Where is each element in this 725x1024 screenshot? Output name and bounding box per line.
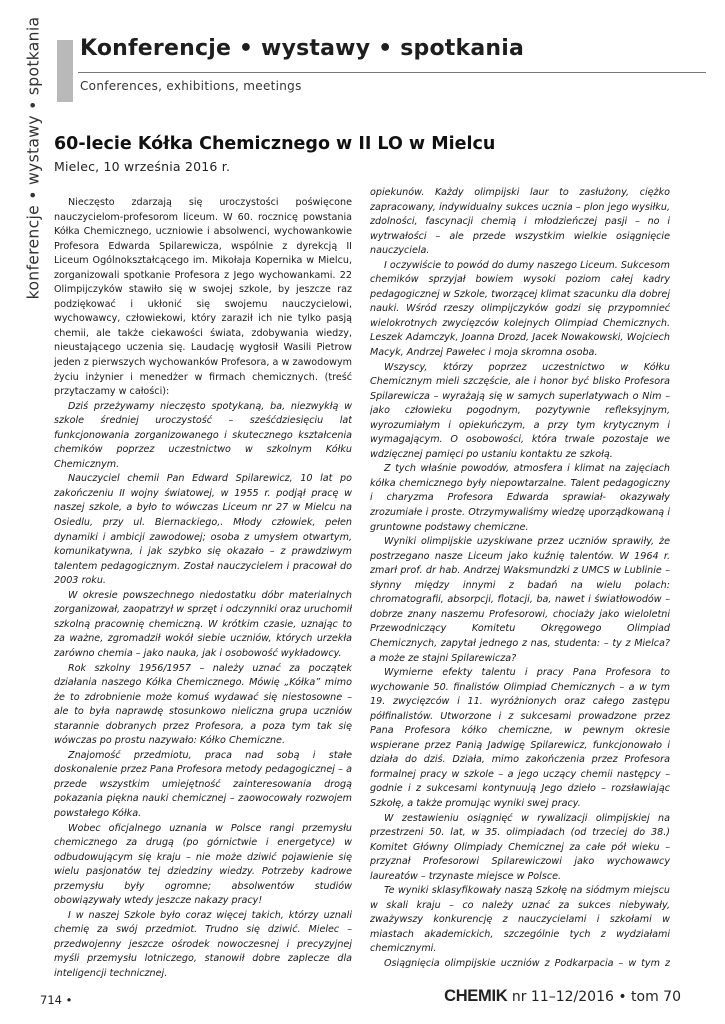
- header-divider: [78, 72, 706, 73]
- paragraph: W okresie powszechnego niedostatku dóbr materialnych zorganizował, zaopatrzył w sprzęt i odczynniki oraz uruchomił szkolną pracownię chemiczną. W krótkim czasie, uznając to za ważne, zgromadził wokół siebie uczniów, których urzekła zarówno chemia – jako nauka, jak i osobowość wykładowcy.: [54, 589, 352, 659]
- article-title: 60-lecie Kółka Chemicznego w II LO w Mielcu: [54, 134, 496, 154]
- article-dateline: Mielec, 10 września 2016 r.: [54, 159, 231, 174]
- page-number: 714 •: [40, 993, 73, 1007]
- paragraph: opiekunów. Każdy olimpijski laur to zasłużony, ciężko zapracowany, indywidualny sukces ucznia – plon jego wysiłku, zdolności, fascynacji chemią i młodzieńczej pasji – no i wytrwałości – ale przede wszystkim wielkie osiągnięcie nauczyciela.: [370, 187, 670, 257]
- paragraph: Nieczęsto zdarzają się uroczystości poświęcone nauczycielom-profesorom liceum. W 60. rocznicę powstania Kółka Chemicznego, uczniowie i absolwenci, wychowankowie Profesora Edwarda Spilarewicza, wspólnie z dyrekcją II Liceum Ogólnokształcącego im. Mikołaja Kopernika w Mielcu, zorganizowali spotkanie Profesora z Jego wychowankami. 22 Olimpijczyków stawiło się w swojej szkole, by jeszcze raz podziękować i ukłonić się swojemu nauczycielowi, wychowawcy, człowiekowi, który zaraził ich nie tylko pasją chemii, ale także ciekawości świata, zdobywania wiedzy, nieustającego uczenia się. Laudację wygłosił Wasili Pietrow jeden z pierwszych wychowanków Profesora, a w zawodowym życiu inżynier i menedżer w firmach chemicznych. (treść przytaczamy w całości):: [54, 197, 352, 398]
- paragraph: Te wyniki sklasyfikowały naszą Szkołę na siódmym miejscu w skali kraju – co należy uznać za sukces niebywały, zważywszy konkurencję z nauczycielami i szkołami w miastach akademickich, szczególnie tych z wydziałami chemicznymi.: [370, 885, 670, 955]
- article-left-column: [54, 196, 352, 978]
- paragraph: Znajomość przedmiotu, praca nad sobą i stałe doskonalenie przez Pana Profesora metody pedagogicznej – a przede wszystkim umiejętność zainteresowania drogą pokazania piękna nauki chemicznej – zaowocowały rozwojem powstałego Kółka.: [54, 749, 352, 819]
- paragraph: Wymierne efekty talentu i pracy Pana Profesora to wychowanie 50. finalistów Olimpiad Chemicznych – a w tym 19. zwycięzców i 11. wyróżnionych oraz całego zastępu półfinalistów. Utworzone i z sukcesami prowadzone przez Pana Profesora kółko chemiczne, w pewnym okresie wspierane przez Panią Jadwigę Spilarewicz, funkcjonowało i działa do dziś. Działa, mimo zakończenia przez Profesora formalnej pracy w szkole – a jego uczący chemii następcy – godnie i z sukcesami kontynuują Jego dzieło – rozsławiając Szkołę, a także promując wyniki swej pracy.: [370, 667, 670, 809]
- side-section-text: konferencje • wystawy • spotkania: [24, 16, 43, 300]
- header-accent-bar: [57, 40, 73, 102]
- paragraph: Nauczyciel chemii Pan Edward Spilarewicz, 10 lat po zakończeniu II wojny światowej, w 1955 r. podjął pracę w naszej szkole, a było to wówczas Liceum nr 27 w Mielcu na Osiedlu, przy ul. Biernackiego,. Młody człowiek, pełen dynamiki i ambicji zawodowej; osoba z umysłem otwartym, komunikatywna, i jak szybko się okazało – z prawdziwym talentem pedagogicznym. Został nauczycielem i pracował do 2003 roku.: [54, 473, 352, 587]
- paragraph: W zestawieniu osiągnięć w rywalizacji olimpijskiej na przestrzeni 50. lat, w 35. olimpiadach (od trzeciej do 38.) Komitet Główny Olimpiady Chemicznej za całe pół wieku – przyznał Profesorowi Spilarewiczowi jako wychowawcy laureatów – trzynaste miejsce w Polsce.: [370, 812, 670, 882]
- paragraph: I w naszej Szkole było coraz więcej takich, którzy uznali chemię za swój przedmiot. Trudno się dziwić. Mielec – przedwojenny jeszcze ośrodek nowoczesnej i precyzyjnej myśli przemysłu lotniczego, stanowił dobre zaplecze dla inteligencji technicznej.: [54, 909, 352, 978]
- paragraph: Rok szkolny 1956/1957 – należy uznać za początek działania naszego Kółka Chemicznego. Mówię „Kółka” mimo że to zdrobnienie może komuś wydawać się niestosowne – ale to była naprawdę stosunkowo nieliczna grupa uczniów starannie dobranych przez Profesora, a poza tym tak się wówczas po prostu nazywało: Kółko Chemiczne.: [54, 662, 352, 747]
- paragraph: Z tych właśnie powodów, atmosfera i klimat na zajęciach kółka chemicznego były niepowtarzalne. Talent pedagogiczny i charyzma Profesora Edwarda sprawiał- okazywały zrozumiałe i proste. Otrzymywaliśmy wiedzę uporządkowaną i gruntowne podstawy chemiczne.: [370, 463, 670, 533]
- paragraph: Wszyscy, którzy poprzez uczestnictwo w Kółku Chemicznym mieli szczęście, ale i honor być blisko Profesora Spilarewicza – wyrażają się w samych superlatywach o Nim – jako człowieku pogodnym, pozytywnie refleksyjnym, wyrozumiałym i opiekuńczym, a przy tym krytycznym i wymagającym. O osobowości, która trwale pozostaje we wdzięcznej pamięci po ustaniu kontaktu ze szkołą.: [370, 361, 670, 460]
- section-subtitle: Conferences, exhibitions, meetings: [80, 79, 302, 93]
- paragraph: Osiągnięcia olimpijskie uczniów z Podkarpacia – w tym z: [384, 957, 670, 968]
- journal-footer: [444, 987, 681, 1006]
- journal-issue: nr 11–12/2016 • tom 70: [511, 989, 681, 1005]
- section-title: Konferencje • wystawy • spotkania: [80, 36, 525, 61]
- paragraph: Wyniki olimpijskie uzyskiwane przez uczniów sprawiły, że postrzegano nasze Liceum jako kuźnię talentów. W 1964 r. zmarł prof. dr hab. Andrzej Waksmundzki z UMCS w Lublinie – słynny między innymi z badań na wielu polach: chromatografii, absorpcji, flotacji, ba, nawet i światłowodów – dobrze znany naszemu Profesorowi, chociaży jako wieloletni Przewodniczący Komitetu Okręgowego Olimpiad Chemicznych, zapytał jednego z nas, studenta: – ty z Mielca? a może ze stajni Spilarewicza?: [370, 536, 670, 664]
- paragraph: Wobec oficjalnego uznania w Polsce rangi przemysłu chemicznego za drugą (po górnictwie i energetyce) w odbudowującym się kraju – nie może dziwić pojawienie się wielu pasjonatów tej dziedziny wiedzy. Potrzeby kadrowe przemysłu były ogromne; absolwentów studiów obowiązywały wtedy jeszcze nakazy pracy!: [54, 822, 352, 907]
- side-section-label: [20, 16, 46, 300]
- paragraph: Dziś przeżywamy nieczęsto spotykaną, ba, niezwykłą w szkole średniej uroczystość – sześćdziesięciu lat funkcjonowania zorganizowanego i skutecznego kształcenia chemików poprzez uczestnictwo w szkolnym Kółku Chemicznym.: [54, 400, 352, 470]
- paragraph: I oczywiście to powód do dumy naszego Liceum. Sukcesom chemików sprzyjał bowiem wysoki poziom całej kadry pedagogicznej w Szkole, tworzącej klimat szacunku dla dobrej nauki. Wśród rzeszy olimpijczyków godzi się przypomnieć wielokrotnych zwycięzców kolejnych Olimpiad Chemicznych. Leszek Adamczyk, Joanna Drozd, Jacek Nowakowski, Wojciech Macyk, Andrzej Pawełec i moja skromna osoba.: [370, 259, 670, 359]
- article-right-column: [370, 186, 670, 968]
- journal-brand: CHEMIK: [444, 987, 508, 1005]
